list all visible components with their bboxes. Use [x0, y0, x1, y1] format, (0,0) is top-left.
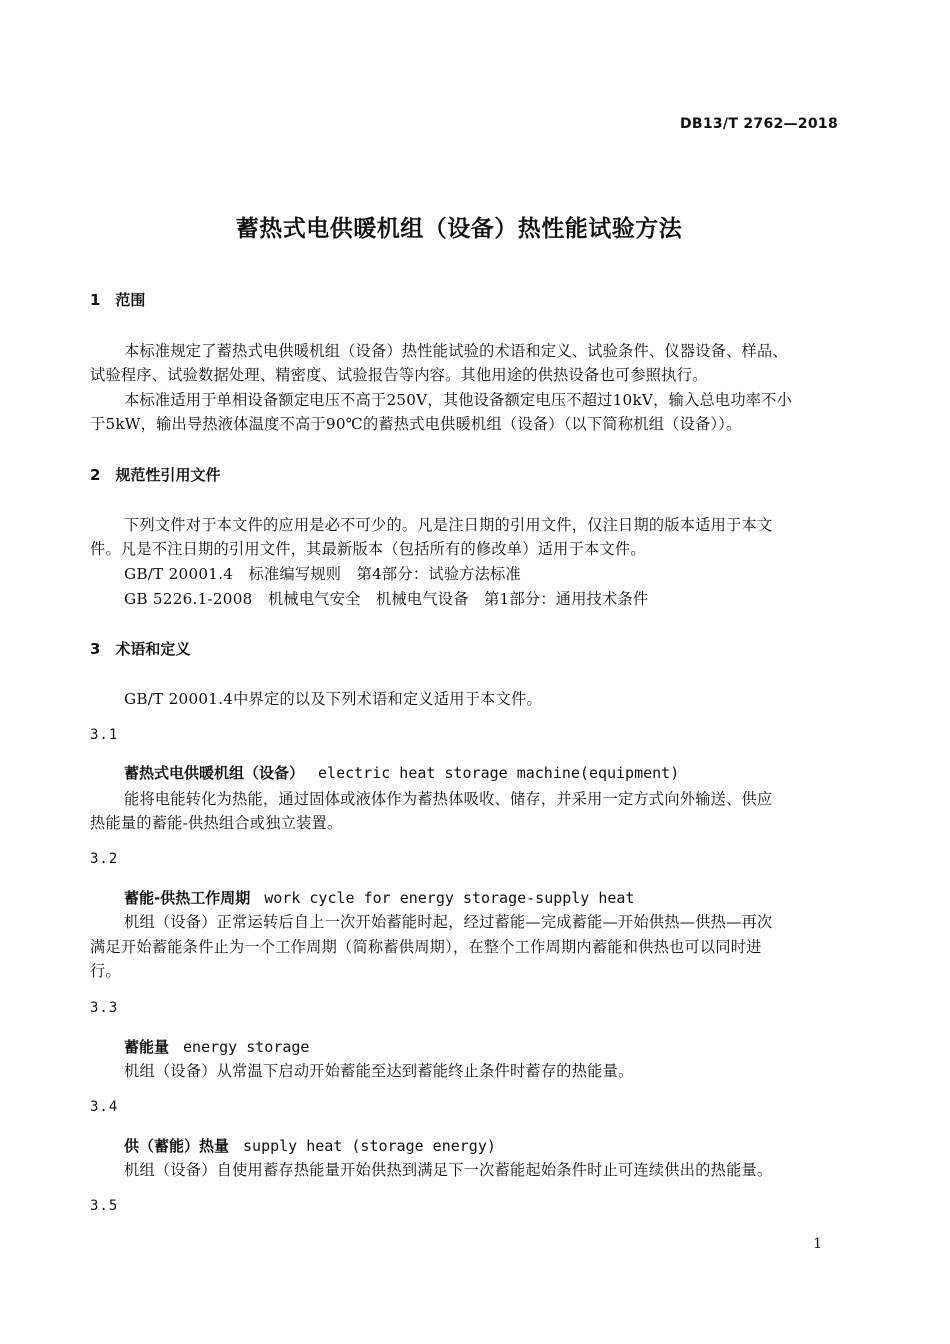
section-heading: 1 范围 — [90, 291, 146, 309]
paragraph-line: 本标准适用于单相设备额定电压不高于250V，其他设备额定电压不超过10kV，输入总电功率不小 — [124, 391, 793, 409]
definition-line: 满足开始蓄能条件止为一个工作周期（简称蓄供周期），在整个工作周期内蓄能和供热也可以同时进 — [90, 938, 762, 956]
paragraph-line: 下列文件对于本文件的应用是必不可少的。凡是注日期的引用文件，仅注日期的版本适用于本文 — [124, 516, 773, 534]
definition-line: 热能量的蓄能-供热组合或独立装置。 — [90, 814, 343, 832]
section-heading: 3 术语和定义 — [90, 640, 191, 658]
term-zh: 供（蓄能）热量 — [124, 1137, 230, 1155]
term-number: 3.5 — [90, 1198, 119, 1214]
term-en: electric heat storage machine(equipment) — [318, 764, 680, 782]
definition-line: 机组（设备）自使用蓄存热能量开始供热到满足下一次蓄能起始条件时止可连续供出的热能量。 — [124, 1161, 773, 1179]
section-heading: 2 规范性引用文件 — [90, 466, 221, 484]
term-number: 3.3 — [90, 1000, 119, 1016]
paragraph-line: 试验程序、试验数据处理、精密度、试验报告等内容。其他用途的供热设备也可参照执行。 — [90, 366, 708, 384]
term-en: supply heat (storage energy) — [243, 1137, 496, 1155]
document-title: 蓄热式电供暖机组（设备）热性能试验方法 — [235, 216, 683, 242]
term-number: 3.4 — [90, 1099, 119, 1115]
term-title — [124, 1036, 309, 1057]
definition-line: 机组（设备）从常温下启动开始蓄能至达到蓄能终止条件时蓄存的热能量。 — [124, 1062, 634, 1080]
reference-item: GB 5226.1-2008 机械电气安全 机械电气设备 第1部分：通用技术条件 — [124, 590, 649, 608]
definition-line: 行。 — [90, 962, 121, 980]
term-title — [124, 762, 679, 783]
term-en: energy storage — [183, 1038, 310, 1056]
term-number: 3.2 — [90, 851, 119, 867]
paragraph-line: GB/T 20001.4中界定的以及下列术语和定义适用于本文件。 — [124, 690, 542, 708]
paragraph-line: 本标准规定了蓄热式电供暖机组（设备）热性能试验的术语和定义、试验条件、仪器设备、样品、 — [124, 342, 788, 360]
page-number: 1 — [813, 1236, 822, 1252]
definition-line: 机组（设备）正常运转后自上一次开始蓄能时起，经过蓄能—完成蓄能—开始供热—供热—再次 — [124, 913, 773, 931]
paragraph-line: 于5kW，输出导热液体温度不高于90℃的蓄热式电供暖机组（设备）（以下简称机组（设备））。 — [90, 415, 742, 433]
term-zh: 蓄能量 — [124, 1038, 170, 1056]
term-zh: 蓄能-供热工作周期 — [124, 889, 251, 907]
term-zh: 蓄热式电供暖机组（设备） — [124, 764, 305, 782]
term-title — [124, 1135, 496, 1156]
paragraph-line: 件。凡是不注日期的引用文件，其最新版本（包括所有的修改单）适用于本文件。 — [90, 540, 646, 558]
reference-item: GB/T 20001.4 标准编写规则 第4部分：试验方法标准 — [124, 565, 521, 583]
term-en: work cycle for energy storage-supply heat — [264, 889, 635, 907]
term-number: 3.1 — [90, 727, 119, 743]
document-id: DB13/T 2762—2018 — [679, 116, 838, 132]
term-title — [124, 887, 635, 908]
definition-line: 能将电能转化为热能，通过固体或液体作为蓄热体吸收、储存，并采用一定方式向外输送、供应 — [124, 790, 773, 808]
